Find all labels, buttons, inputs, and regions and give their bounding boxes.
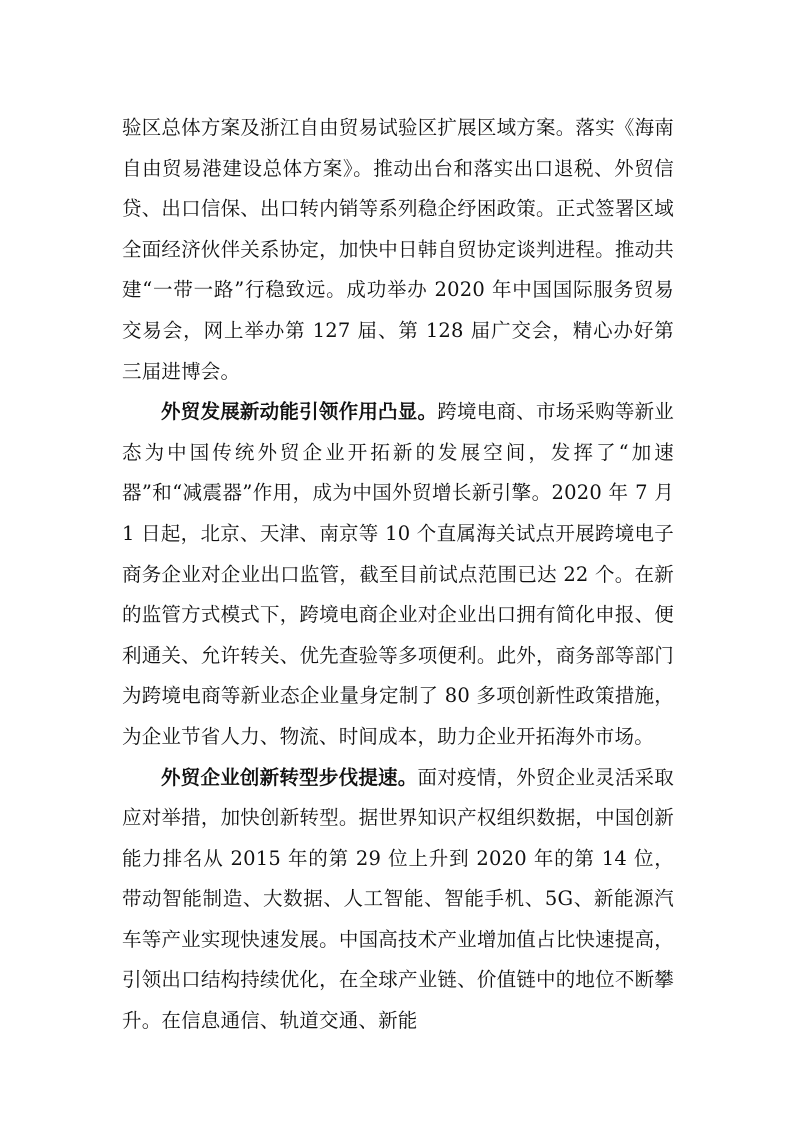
paragraph-heading: 外贸发展新动能引领作用凸显。 <box>161 400 438 424</box>
paragraph-innovation-transformation <box>122 758 674 1042</box>
paragraph-text: 验区总体方案及浙江自由贸易试验区扩展区域方案。落实《海南自由贸易港建设总体方案》。推动出台和落实出口退税、外贸信贷、出口信保、出口转内销等系列稳企纾困政策。正式签署区域全面经济伙伴关系协定，加快中日韩自贸协定谈判进程。推动共建“一带一路”行稳致远。成功举办 2020 年中国国际服务贸易交易会，网上举办第 127 届、第 128 届广交会，精心办好第三届进博会。 <box>122 116 674 383</box>
document-body <box>122 108 674 1042</box>
paragraph-policy-measures <box>122 108 674 392</box>
paragraph-heading: 外贸企业创新转型步伐提速。 <box>161 765 418 789</box>
paragraph-text: 面对疫情，外贸企业灵活采取应对举措，加快创新转型。据世界知识产权组织数据，中国创新能力排名从 2015 年的第 29 位上升到 2020 年的第 14 位，带动智能制造、大数据、人工智能、智能手机、5G、新能源汽车等产业实现快速发展。中国高技术产业增加值占比快速提高，引领出口结构持续优化，在全球产业链、价值链中的地位不断攀升。在信息通信、轨道交通、新能 <box>122 765 674 1033</box>
paragraph-new-momentum <box>122 392 674 757</box>
paragraph-text: 跨境电商、市场采购等新业态为中国传统外贸企业开拓新的发展空间，发挥了“加速器”和“减震器”作用，成为中国外贸增长新引擎。2020 年 7 月 1 日起，北京、天津、南京等 10 个直属海关试点开展跨境电子商务企业对企业出口监管，截至目前试点范围已达 22 个。在新的监管方式模式下，跨境电商企业对企业出口拥有简化申报、便利通关、允许转关、优先查验等多项便利。此外，商务部等部门为跨境电商等新业态企业量身定制了 80 多项创新性政策措施，为企业节省人力、物流、时间成本，助力企业开拓海外市场。 <box>122 400 674 748</box>
